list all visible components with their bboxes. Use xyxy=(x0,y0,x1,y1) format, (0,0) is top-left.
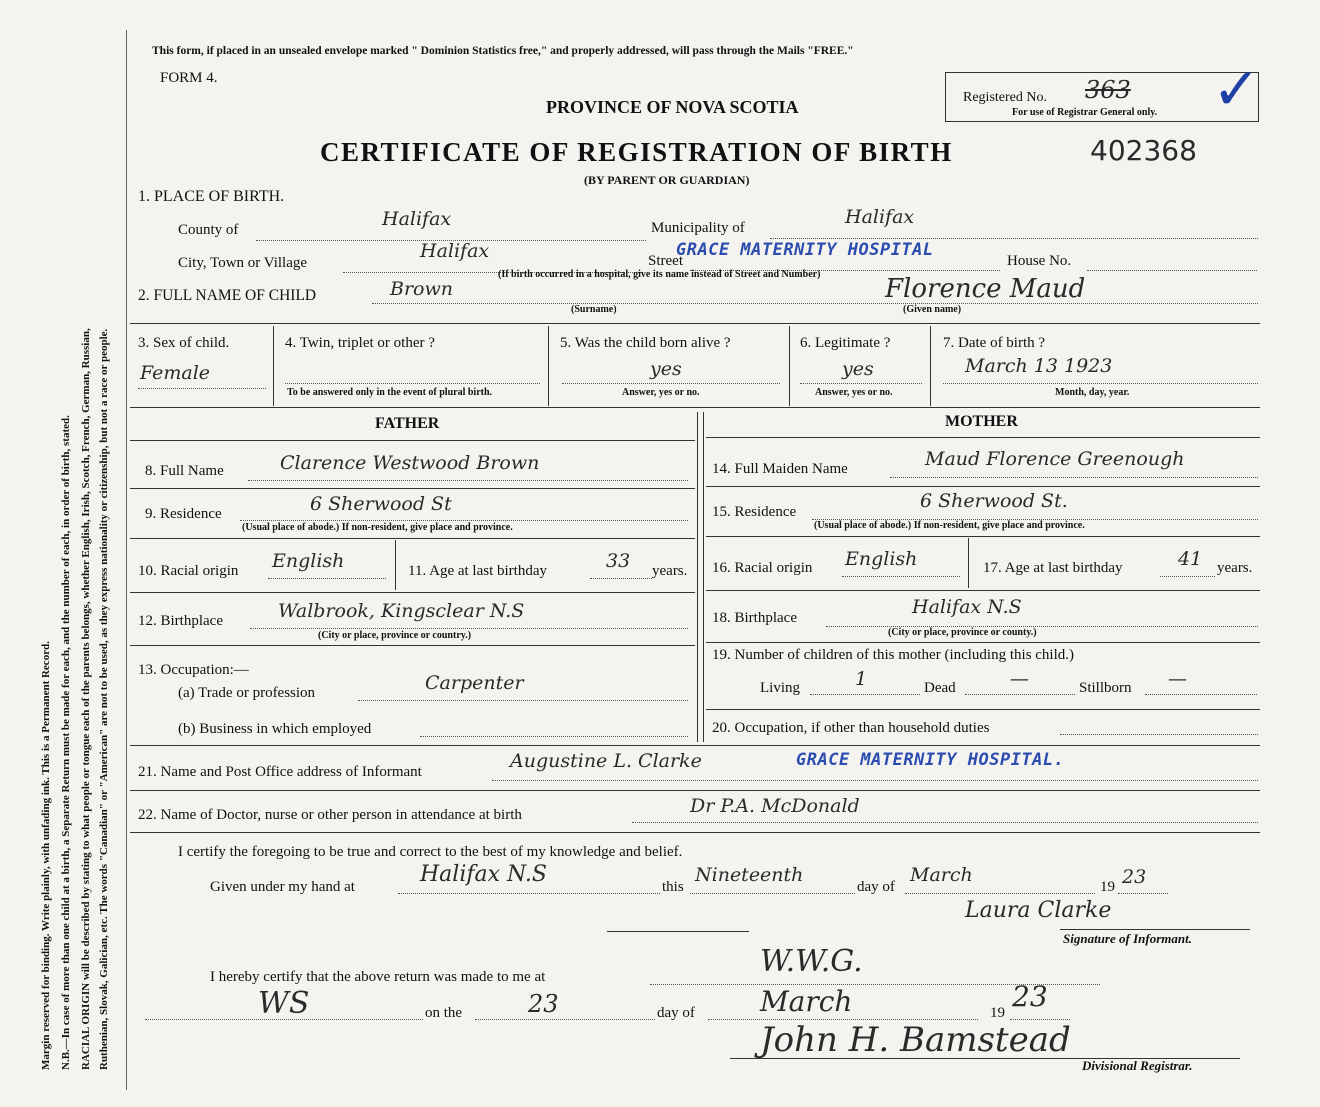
margin-note-2: N.B.—In case of more than one child at a birth, a Separate Return must be made for each, and the number of each, in order of birth, stated. xyxy=(60,415,72,1070)
alive-note: Answer, yes or no. xyxy=(622,387,700,398)
county-label: County of xyxy=(178,222,239,238)
father-occ-label: 13. Occupation:— xyxy=(138,662,249,678)
given-day-line xyxy=(690,893,855,894)
sex-line xyxy=(138,388,266,389)
mother-occ-label: 20. Occupation, if other than household duties xyxy=(712,720,990,736)
form-number: FORM 4. xyxy=(160,70,218,86)
living-label: Living xyxy=(760,680,800,696)
street-note: (If birth occurred in a hospital, give its name instead of Street and Number) xyxy=(498,269,821,280)
house-line xyxy=(1087,270,1257,271)
informant-signature-line xyxy=(1060,929,1250,930)
mother-rule-3 xyxy=(706,590,1260,591)
father-heading-rule xyxy=(130,440,695,441)
day-of-label: day of xyxy=(857,879,895,895)
house-label: House No. xyxy=(1007,253,1072,269)
doctor-label: 22. Name of Doctor, nurse or other person in attendance at birth xyxy=(138,807,522,823)
parents-divider-2 xyxy=(703,412,704,742)
mother-age: 41 xyxy=(1178,548,1203,570)
mother-heading-rule xyxy=(706,437,1260,438)
dead-label: Dead xyxy=(924,680,956,696)
registered-number: 363 xyxy=(1085,76,1131,104)
registrar-year: 23 xyxy=(1012,980,1048,1013)
registrar-day-line xyxy=(475,1019,655,1020)
margin-note-3: RACIAL ORIGIN will be described by stating to what people or tongue each of the parents belongs, whether English, Irish, Scotch, French, German, Russian, xyxy=(80,328,92,1070)
stillborn-value: — xyxy=(1168,668,1187,690)
mother-racial-divider xyxy=(968,538,969,588)
registrar-day-of-label: day of xyxy=(657,1005,695,1021)
business-label: (b) Business in which employed xyxy=(178,721,372,737)
given-month-line xyxy=(905,893,1095,894)
father-age: 33 xyxy=(606,550,631,572)
father-birthplace: Walbrook, Kingsclear N.S xyxy=(278,600,525,622)
municipality-line xyxy=(770,238,1258,239)
county-value: Halifax xyxy=(382,208,452,230)
father-residence: 6 Sherwood St xyxy=(310,493,452,515)
col-rule-1 xyxy=(273,326,274,406)
mother-name-label: 14. Full Maiden Name xyxy=(712,461,848,477)
father-res-line xyxy=(240,520,688,521)
father-racial-line xyxy=(268,578,386,579)
given-month: March xyxy=(910,864,973,886)
sex-label: 3. Sex of child. xyxy=(138,335,230,351)
margin-note-1: Margin reserved for binding. Write plainly, with unfading ink. This is a Permanent Record. xyxy=(40,641,52,1070)
given-year: 23 xyxy=(1122,866,1147,888)
father-rule-4 xyxy=(130,645,695,646)
father-birth-line xyxy=(250,628,688,629)
given-day: Nineteenth xyxy=(695,864,804,886)
municipality-value: Halifax xyxy=(845,206,915,228)
given-year-line xyxy=(1118,893,1168,894)
dead-line xyxy=(965,694,1075,695)
mother-rule-5 xyxy=(706,709,1260,710)
center-sign-line xyxy=(607,931,749,932)
trade-line xyxy=(358,700,688,701)
place-heading: 1. PLACE OF BIRTH. xyxy=(138,188,285,205)
mother-racial: English xyxy=(845,548,918,570)
row-top-rule xyxy=(130,323,1260,324)
alive-label: 5. Was the child born alive ? xyxy=(560,335,731,351)
mother-name-line xyxy=(890,477,1258,478)
mother-racial-label: 16. Racial origin xyxy=(712,560,813,576)
mother-heading: MOTHER xyxy=(945,413,1018,430)
stillborn-line xyxy=(1145,694,1257,695)
stillborn-label: Stillborn xyxy=(1079,680,1132,696)
mother-age-line xyxy=(1160,576,1215,577)
city-value: Halifax xyxy=(420,240,490,262)
father-rule-3 xyxy=(130,592,695,593)
given-caption: (Given name) xyxy=(903,304,962,315)
mother-birthplace: Halifax N.S xyxy=(912,596,1022,618)
father-name-line xyxy=(248,480,688,481)
mother-res-label: 15. Residence xyxy=(712,504,797,520)
parents-bottom-rule xyxy=(130,745,1260,746)
father-birth-note: (City or place, province or country.) xyxy=(318,630,472,641)
registrar-signature: John H. Bamstead xyxy=(760,1020,1071,1060)
dead-value: — xyxy=(1010,668,1029,690)
father-heading: FATHER xyxy=(375,415,440,432)
parents-divider xyxy=(697,412,698,742)
on-the-label: on the xyxy=(425,1005,463,1021)
certify-statement: I certify the foregoing to be true and correct to the best of my knowledge and belief. xyxy=(178,844,683,860)
registrar-month: March xyxy=(760,985,853,1018)
registrar-statement: I hereby certify that the above return was made to me at xyxy=(210,969,546,985)
mother-rule-4 xyxy=(706,642,1260,643)
legit-value: yes xyxy=(842,358,874,380)
informant-label: 21. Name and Post Office address of Informant xyxy=(138,764,422,780)
doctor-name: Dr P.A. McDonald xyxy=(690,795,860,817)
dob-value: March 13 1923 xyxy=(965,355,1113,377)
mother-res-note: (Usual place of abode.) If non-resident, give place and province. xyxy=(814,520,1085,531)
child-name-label: 2. FULL NAME OF CHILD xyxy=(138,287,317,304)
mother-occ-line xyxy=(1060,734,1258,735)
father-racial-label: 10. Racial origin xyxy=(138,563,239,579)
informant-name: Augustine L. Clarke xyxy=(510,750,702,772)
mail-note: This form, if placed in an unsealed envelope marked " Dominion Statistics free," and properly addressed, will pass through the Mails "FREE." xyxy=(152,45,854,57)
child-given-name: Florence Maud xyxy=(885,274,1086,304)
father-birth-label: 12. Birthplace xyxy=(138,613,223,629)
check-mark: ✓ xyxy=(1212,55,1261,123)
legit-note: Answer, yes or no. xyxy=(815,387,893,398)
mother-name: Maud Florence Greenough xyxy=(925,448,1185,470)
dob-label: 7. Date of birth ? xyxy=(943,335,1046,351)
child-surname: Brown xyxy=(390,278,453,300)
alive-value: yes xyxy=(650,358,682,380)
father-name: Clarence Westwood Brown xyxy=(280,452,540,474)
sex-value: Female xyxy=(140,362,211,384)
doctor-rule xyxy=(130,832,1260,833)
father-res-note: (Usual place of abode.) If non-resident, give place and province. xyxy=(242,522,513,533)
registrar-initials-line xyxy=(145,1019,423,1020)
informant-line xyxy=(492,780,1258,781)
living-line xyxy=(810,694,920,695)
mother-years: years. xyxy=(1217,560,1253,576)
mother-residence: 6 Sherwood St. xyxy=(920,490,1068,512)
col-rule-3 xyxy=(789,326,790,406)
mother-birth-label: 18. Birthplace xyxy=(712,610,797,626)
col-rule-4 xyxy=(930,326,931,406)
registration-number: 402368 xyxy=(1090,134,1197,167)
mother-racial-line xyxy=(842,576,960,577)
mother-birth-note: (City or place, province or county.) xyxy=(888,627,1037,638)
father-trade: Carpenter xyxy=(425,672,524,694)
children-label: 19. Number of children of this mother (including this child.) xyxy=(712,647,1075,663)
twin-line xyxy=(285,383,540,384)
municipality-label: Municipality of xyxy=(651,220,745,236)
city-label: City, Town or Village xyxy=(178,255,308,271)
registrar-year-prefix: 19 xyxy=(990,1005,1005,1021)
father-rule-2 xyxy=(130,538,695,539)
registered-label: Registered No. xyxy=(963,90,1047,105)
mother-age-label: 17. Age at last birthday xyxy=(983,560,1123,576)
dob-line xyxy=(943,383,1258,384)
alive-line xyxy=(562,383,780,384)
informant-address: GRACE MATERNITY HOSPITAL. xyxy=(796,750,1065,770)
registrar-note: For use of Registrar General only. xyxy=(1012,107,1158,118)
informant-rule xyxy=(130,790,1260,791)
trade-label: (a) Trade or profession xyxy=(178,685,316,701)
given-label: Given under my hand at xyxy=(210,879,355,895)
given-place-line xyxy=(398,893,660,894)
street-value: GRACE MATERNITY HOSPITAL xyxy=(676,240,934,260)
surname-caption: (Surname) xyxy=(571,304,617,315)
living-value: 1 xyxy=(855,668,868,690)
street-label: Street xyxy=(648,253,683,269)
business-line xyxy=(420,736,688,737)
father-rule-1 xyxy=(130,488,695,489)
father-age-line xyxy=(590,578,652,579)
father-years: years. xyxy=(652,563,688,579)
margin-note-4: Ruthenian, Slovak, Galician, etc. The words "Canadian" or "American" are not to be used, as they express nationality or citizenship, but not a race or people. xyxy=(98,328,110,1070)
legit-line xyxy=(800,383,922,384)
twin-note: To be answered only in the event of plural birth. xyxy=(287,387,493,398)
father-racial-divider xyxy=(395,540,396,590)
registrar-day: 23 xyxy=(528,990,559,1018)
signature-caption: Signature of Informant. xyxy=(1063,931,1192,946)
registrar-initials: WS xyxy=(258,986,310,1021)
child-name-line xyxy=(372,303,1258,304)
registrar-place: W.W.G. xyxy=(760,944,863,979)
dob-note: Month, day, year. xyxy=(1055,387,1130,398)
province-heading: PROVINCE OF NOVA SCOTIA xyxy=(546,97,799,117)
row-bottom-rule xyxy=(130,407,1260,408)
mother-rule-1 xyxy=(706,486,1260,487)
year-prefix: 19 xyxy=(1100,879,1115,895)
father-res-label: 9. Residence xyxy=(145,506,222,522)
given-place: Halifax N.S xyxy=(420,862,547,887)
father-name-label: 8. Full Name xyxy=(145,463,224,479)
col-rule-2 xyxy=(548,326,549,406)
certificate-title: CERTIFICATE OF REGISTRATION OF BIRTH xyxy=(320,137,953,167)
legit-label: 6. Legitimate ? xyxy=(800,335,891,351)
certificate-subtitle: (BY PARENT OR GUARDIAN) xyxy=(584,173,750,187)
twin-label: 4. Twin, triplet or other ? xyxy=(285,335,435,351)
father-racial: English xyxy=(272,550,345,572)
doctor-line xyxy=(632,822,1258,823)
father-age-label: 11. Age at last birthday xyxy=(408,563,547,579)
this-label: this xyxy=(662,879,684,895)
informant-signature: Laura Clarke xyxy=(965,898,1112,923)
binding-margin-line xyxy=(126,30,127,1090)
mother-rule-2 xyxy=(706,536,1260,537)
registrar-caption: Divisional Registrar. xyxy=(1082,1058,1193,1073)
